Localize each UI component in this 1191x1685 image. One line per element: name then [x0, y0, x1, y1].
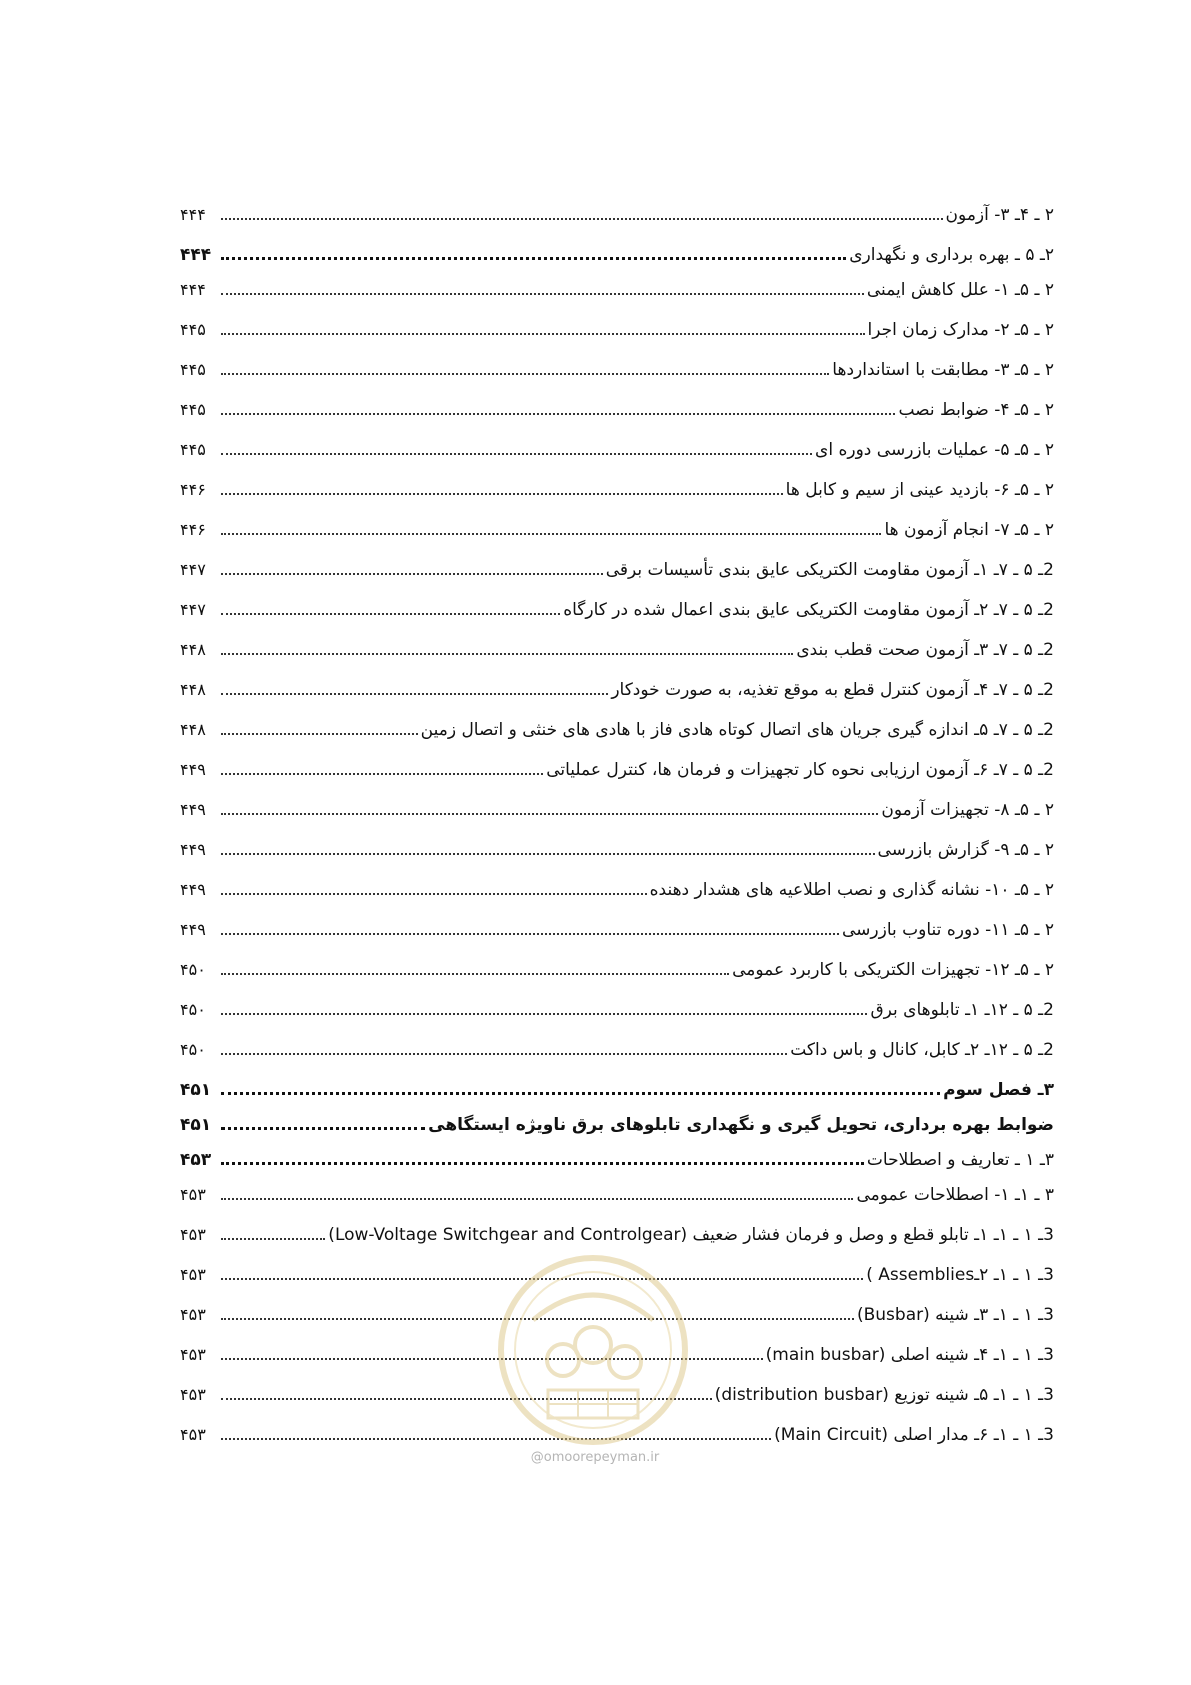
toc-entry[interactable] [180, 556, 1054, 582]
toc-entry-page: ۴۵۰ [180, 1000, 206, 1019]
toc-entry-title: 2ـ ۵ ـ ۷ـ ۵ـ اندازه گیری جریان های اتصال کوتاه هادی فاز با هادی های خنثی و اتصال زمین [420, 720, 1054, 740]
toc-entry-page: ۴۴۹ [180, 760, 206, 779]
toc-entry[interactable] [180, 201, 1054, 227]
toc-entry-page: ۴۵۱ [180, 1080, 212, 1100]
toc-entry[interactable] [180, 1036, 1054, 1062]
toc-entry-page: ۴۴۸ [180, 720, 206, 739]
dot-leader [221, 573, 603, 575]
toc-entry-page: ۴۵۳ [180, 1225, 206, 1244]
dot-leader [221, 813, 878, 815]
toc-entry-chapter-title[interactable] [180, 1111, 1054, 1137]
toc-entry-page: ۴۴۵ [180, 440, 206, 459]
dot-leader [221, 493, 783, 495]
toc-entry-title: ۲ ـ ۵ـ ۶- بازدید عینی از سیم و کابل ها [785, 480, 1054, 500]
toc-entry-title: ۲ـ ۵ ـ بهره برداری و نگهداری [849, 245, 1054, 265]
toc-entry-title: ۲ ـ ۴ـ ۳- آزمون [945, 205, 1054, 225]
dot-leader [221, 1238, 325, 1240]
toc-entry[interactable] [180, 876, 1054, 902]
toc-entry-page: ۴۵۳ [180, 1265, 206, 1284]
toc-entry[interactable] [180, 436, 1054, 462]
toc-entry[interactable] [180, 396, 1054, 422]
toc-entry-title: ۲ ـ ۵ـ ۱۱- دوره تناوب بازرسی [842, 920, 1054, 940]
dot-leader [221, 218, 943, 220]
dot-leader [221, 1162, 864, 1165]
toc-entry-title: ۲ ـ ۵ـ ۳- مطابقت با استانداردها [832, 360, 1054, 380]
toc-entry[interactable] [180, 796, 1054, 822]
toc-entry-page: ۴۴۴ [180, 245, 212, 265]
toc-entry[interactable] [180, 276, 1054, 302]
toc-entry-page: ۴۴۷ [180, 600, 206, 619]
toc-entry-page: ۴۴۹ [180, 840, 206, 859]
toc-entry[interactable] [180, 241, 1054, 267]
dot-leader [221, 1013, 867, 1015]
toc-entry-title: 3ـ ۱ ـ ۱ـ ۶ـ مدار اصلی (Main Circuit) [774, 1425, 1054, 1445]
dot-leader [221, 733, 418, 735]
toc-entry-title: 2ـ ۵ ـ ۷ـ ۶ـ آزمون ارزیابی نحوه کار تجهیزات و فرمان ها، کنترل عملیاتی [546, 760, 1054, 780]
dot-leader [221, 373, 829, 375]
toc-entry-page: ۴۵۳ [180, 1425, 206, 1444]
toc-entry-title: ۲ ـ ۵ـ ۸- تجهیزات آزمون [881, 800, 1054, 820]
toc-entry-chapter[interactable] [180, 1076, 1054, 1102]
dot-leader [221, 613, 560, 615]
toc-entry-title: ۲ ـ ۵ـ ۱- علل کاهش ایمنی [866, 280, 1054, 300]
toc-entry[interactable] [180, 1221, 1054, 1247]
dot-leader [221, 773, 543, 775]
toc-entry-title: ۲ ـ ۵ـ ۱۰- نشانه گذاری و نصب اطلاعیه های هشدار دهنده [649, 880, 1054, 900]
toc-entry[interactable] [180, 1146, 1054, 1172]
toc-entry-page: ۴۴۶ [180, 480, 206, 499]
toc-entry-page: ۴۵۰ [180, 1040, 206, 1059]
toc-entry[interactable] [180, 756, 1054, 782]
toc-entry-title: ۲ ـ ۵ـ ۱۲- تجهیزات الکتریکی با کاربرد عمومی [732, 960, 1054, 980]
toc-entry-page: ۴۴۴ [180, 280, 206, 299]
dot-leader [221, 533, 881, 535]
toc-entry[interactable] [180, 916, 1054, 942]
toc-entry[interactable] [180, 636, 1054, 662]
dot-leader [221, 1198, 853, 1200]
toc-entry[interactable] [180, 956, 1054, 982]
toc-entry-title: ۲ ـ ۵ـ ۹- گزارش بازرسی [877, 840, 1054, 860]
toc-entry-page: ۴۵۱ [180, 1115, 212, 1135]
toc-entry-page: ۴۵۳ [180, 1345, 206, 1364]
toc-entry-title: 2ـ ۵ ـ ۷ـ ۲ـ آزمون مقاومت الکتریکی عایق بندی اعمال شده در کارگاه [563, 600, 1054, 620]
dot-leader [221, 293, 864, 295]
toc-entry-page: ۴۴۵ [180, 400, 206, 419]
toc-entry-title: ۳ـ فصل سوم [943, 1080, 1054, 1100]
toc-entry-page: ۴۵۳ [180, 1150, 212, 1170]
toc-entry-page: ۴۴۵ [180, 360, 206, 379]
dot-leader [221, 413, 895, 415]
toc-entry-title: 2ـ ۵ ـ ۱۲ـ ۲ـ کابل، کانال و باس داکت [790, 1040, 1054, 1060]
toc-entry[interactable] [180, 716, 1054, 742]
dot-leader [221, 693, 608, 695]
toc-entry-title: ۲ ـ ۵ـ ۴- ضوابط نصب [898, 400, 1054, 420]
toc-entry-title: 3ـ ۱ ـ ۱ـ ۵ـ شینه توزیع (distribution busbar) [714, 1385, 1054, 1405]
dot-leader [221, 893, 647, 895]
toc-entry-page: ۴۴۶ [180, 520, 206, 539]
toc-entry-title: 2ـ ۵ ـ ۷ـ ۱ـ آزمون مقاومت الکتریکی عایق بندی تأسیسات برقی [605, 560, 1054, 580]
toc-entry-title: 3ـ ۱ ـ ۱ـ ۲ـAssemblies ) [866, 1265, 1054, 1285]
toc-entry[interactable] [180, 316, 1054, 342]
toc-entry-page: ۴۴۹ [180, 880, 206, 899]
toc-entry-page: ۴۴۹ [180, 800, 206, 819]
toc-entry-page: ۴۴۸ [180, 640, 206, 659]
toc-entry-page: ۴۵۳ [180, 1185, 206, 1204]
toc-entry-page: ۴۴۹ [180, 920, 206, 939]
toc-entry-title: 2ـ ۵ ـ ۱۲ـ ۱ـ تابلوهای برق [870, 1000, 1054, 1020]
dot-leader [221, 973, 729, 975]
toc-entry-title: 2ـ ۵ ـ ۷ـ ۳ـ آزمون صحت قطب بندی [796, 640, 1054, 660]
toc-entry-page: ۴۴۸ [180, 680, 206, 699]
dot-leader [221, 853, 875, 855]
toc-entry[interactable] [180, 476, 1054, 502]
toc-entry-page: ۴۵۳ [180, 1385, 206, 1404]
toc-entry-page: ۴۴۴ [180, 205, 206, 224]
dot-leader [221, 453, 812, 455]
toc-entry-title: 2ـ ۵ ـ ۷ـ ۴ـ آزمون کنترل قطع به موقع تغذیه، به صورت خودکار [611, 680, 1054, 700]
toc-entry-title: ضوابط بهره برداری، تحویل گیری و نگهداری تابلوهای برق ناویژه ایستگاهی [428, 1115, 1054, 1135]
dot-leader [221, 1053, 787, 1055]
toc-entry-page: ۴۵۳ [180, 1305, 206, 1324]
toc-entry-title: ۳ ـ ۱ـ ۱- اصطلاحات عمومی [856, 1185, 1054, 1205]
toc-entry-title: ۲ ـ ۵ـ ۷- انجام آزمون ها [884, 520, 1054, 540]
toc-entry-title: ۲ ـ ۵ـ ۵- عملیات بازرسی دوره ای [815, 440, 1054, 460]
toc-entry[interactable] [180, 996, 1054, 1022]
dot-leader [221, 653, 793, 655]
toc-entry[interactable] [180, 676, 1054, 702]
seal-logo-icon [493, 1250, 693, 1450]
watermark-site-text: @omoorepeyman.ir [530, 1450, 660, 1465]
toc-entry[interactable] [180, 356, 1054, 382]
toc-entry-title: ۲ ـ ۵ـ ۲- مدارک زمان اجرا [867, 320, 1054, 340]
dot-leader [221, 1127, 425, 1130]
toc-entry[interactable] [180, 596, 1054, 622]
toc-entry[interactable] [180, 1181, 1054, 1207]
dot-leader [221, 257, 846, 260]
toc-entry[interactable] [180, 836, 1054, 862]
toc-entry-page: ۴۵۰ [180, 960, 206, 979]
toc-entry-title: 3ـ ۱ ـ ۱ـ ۴ـ شینه اصلی (main busbar) [765, 1345, 1054, 1365]
dot-leader [221, 333, 865, 335]
toc-entry-page: ۴۴۵ [180, 320, 206, 339]
toc-entry-title: 3ـ ۱ ـ ۱ـ ۱ـ تابلو قطع و وصل و فرمان فشار ضعیف (Low-Voltage Switchgear and Controlgear) [328, 1225, 1054, 1245]
toc-entry-page: ۴۴۷ [180, 560, 206, 579]
toc-entry-title: ۳ـ ۱ ـ تعاریف و اصطلاحات [866, 1150, 1054, 1170]
toc-entry-title: 3ـ ۱ ـ ۱ـ ۳ـ شینه (Busbar) [856, 1305, 1054, 1325]
dot-leader [221, 1092, 940, 1095]
toc-entry[interactable] [180, 516, 1054, 542]
dot-leader [221, 933, 839, 935]
